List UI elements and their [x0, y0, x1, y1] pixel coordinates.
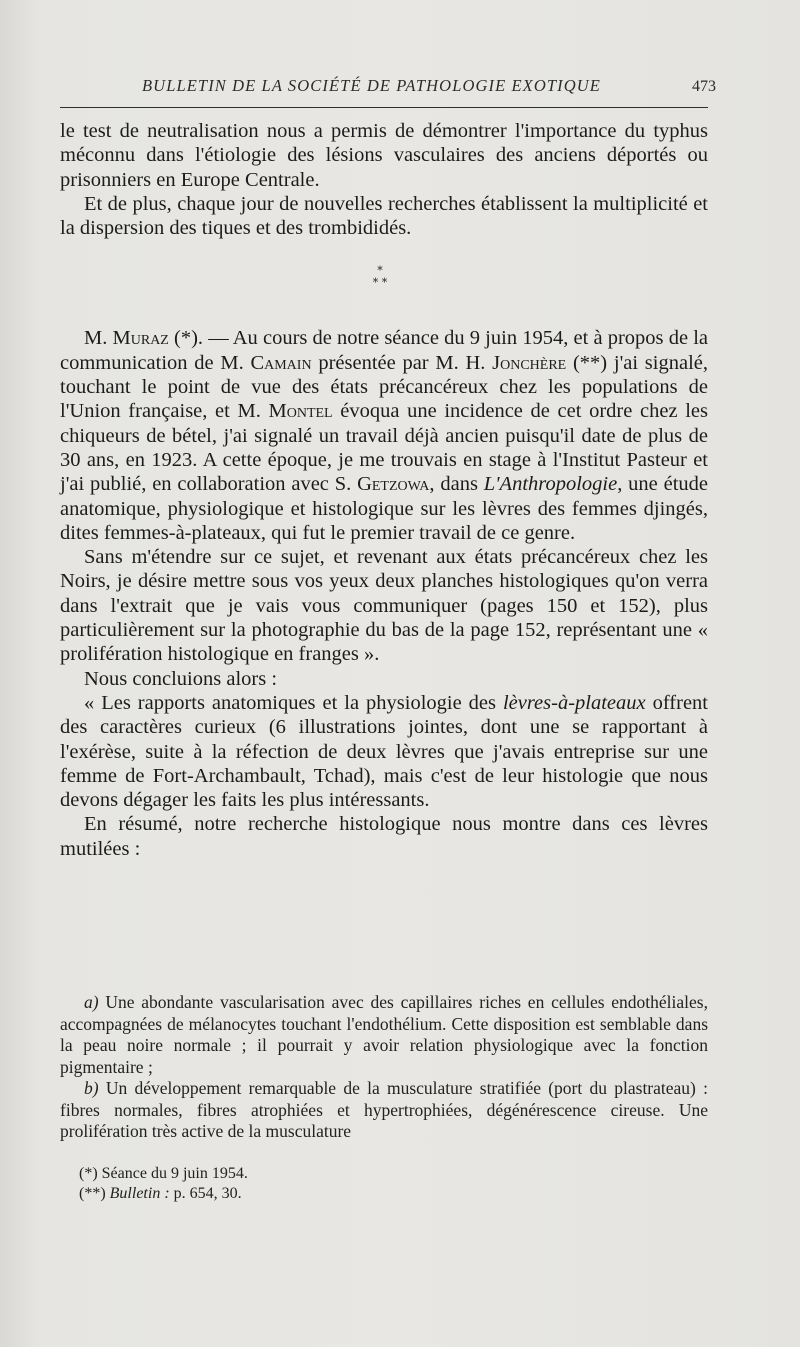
- text-run: « Les rapports anatomiques et la physiologie des: [84, 691, 503, 714]
- footnote-mark-2: (**): [79, 1184, 106, 1202]
- name-getzowa: Getzowa: [357, 473, 430, 496]
- footnote-journal: Bulletin :: [105, 1184, 170, 1202]
- list-text-a: Une abondante vascularisation avec des capillaires riches en cellules endothéliales, accompagnées de mélanocytes touchant l'endothélium. Cette disposition est semblable dans la peau noire normale ; il pourrait y avoir relation physiologique avec la fonction pigmentaire ;: [60, 992, 708, 1077]
- author-footnote-mark: (*).: [168, 327, 204, 350]
- intro-paragraph-1: le test de neutralisation nous a permis de démontrer l'importance du typhus méconnu dans l'étiologie des lésions vasculaires des anciens déportés ou prisonniers en Europe Centrale.: [60, 120, 708, 191]
- text-run: évoqua une incidence de cet ordre chez les chiqueurs de bétel, j'ai signalé un travail déjà ancien puisqu'il date de plus de 30 ans, en 1923. A cette époque, je me trouvais en stage à l'Institut Pasteur et j'ai publié, en collaboration avec S.: [60, 400, 708, 496]
- footnote-text-1: Séance du 9 juin 1954.: [97, 1165, 248, 1182]
- footnotes: [79, 1164, 479, 1203]
- text-run: offrent des caractères curieux (6 illustrations jointes, dont une se rapportant à l'exérèse, suite à la réfection de deux lèvres que j'avais entreprise sur une femme de Fort-Archambault, Tchad), mais c'est de leur histologie que nous devons dégager les faits les plus intéressants.: [60, 691, 708, 812]
- intro-paragraph-2: Et de plus, chaque jour de nouvelles recherches établissent la multiplicité et la dispersion des tiques et des trombididés.: [60, 192, 708, 240]
- list-item-b: [60, 1078, 708, 1143]
- findings-list: [60, 992, 708, 1143]
- list-item-a: [60, 992, 708, 1078]
- name-camain: Camain: [250, 351, 312, 374]
- text-run: — Au cours de notre séance du 9 juin 1954, et à propos de la communication de M.: [60, 327, 709, 374]
- running-head: BULLETIN DE LA SOCIÉTÉ DE PATHOLOGIE EXOTIQUE: [142, 76, 601, 95]
- list-label-a: a): [84, 992, 99, 1012]
- text-run: , une étude anatomique, physiologique et histologique sur les lèvres des femmes djingés, dites femmes-à-plateaux, qui fut le premier travail de ce genre.: [60, 473, 708, 544]
- article-paragraph-5: En résumé, notre recherche histologique nous montre dans ces lèvres mutilées :: [60, 813, 708, 860]
- section-separator: [360, 265, 400, 295]
- author-name: M. Muraz: [84, 327, 169, 350]
- italic-term: lèvres-à-plateaux: [502, 691, 646, 714]
- text-run: , dans: [429, 473, 484, 496]
- header-rule: [60, 107, 708, 108]
- article-paragraph-4: [60, 691, 708, 812]
- page-header: [60, 76, 716, 104]
- footnote-text-2: p. 654, 30.: [169, 1184, 242, 1202]
- article-paragraph-1: [60, 326, 708, 545]
- list-text-b: Un développement remarquable de la musculature stratifiée (port du plastrateau) : fibres normales, fibres atrophiées et hypertrophiées, dégénérescence cireuse. Une prolifération très active de la musculature: [60, 1078, 708, 1141]
- article-paragraph-2: Sans m'étendre sur ce sujet, et revenant aux états précancéreux chez les Noirs, je désire mettre sous vos yeux deux planches histologiques qu'on verra dans l'extrait que je vais vous communiquer (pages 150 et 152), plus particulièrement sur la photographie du bas de la page 152, représentant une « prolifération histologique en franges ».: [60, 546, 708, 666]
- main-text: [60, 119, 708, 861]
- footnote-mark-1: (*): [79, 1165, 98, 1182]
- name-montel: Montel: [268, 400, 333, 423]
- journal-title: L'Anthropologie: [483, 473, 618, 496]
- footnote-2: [79, 1184, 479, 1204]
- separator-stars-bottom: * *: [372, 276, 388, 289]
- page-number: 473: [692, 78, 716, 95]
- separator-star-top: *: [377, 264, 383, 277]
- text-run: présentée par M. H.: [311, 351, 493, 374]
- name-jonchere: Jonchère: [492, 351, 567, 374]
- text-run: (**) j'ai signalé, touchant le point de vue des états précancéreux chez les populations de l'Union française, et M.: [60, 351, 708, 423]
- footnote-1: [79, 1164, 479, 1184]
- list-label-b: b): [84, 1078, 99, 1098]
- article-paragraph-3: Nous concluions alors :: [84, 667, 278, 690]
